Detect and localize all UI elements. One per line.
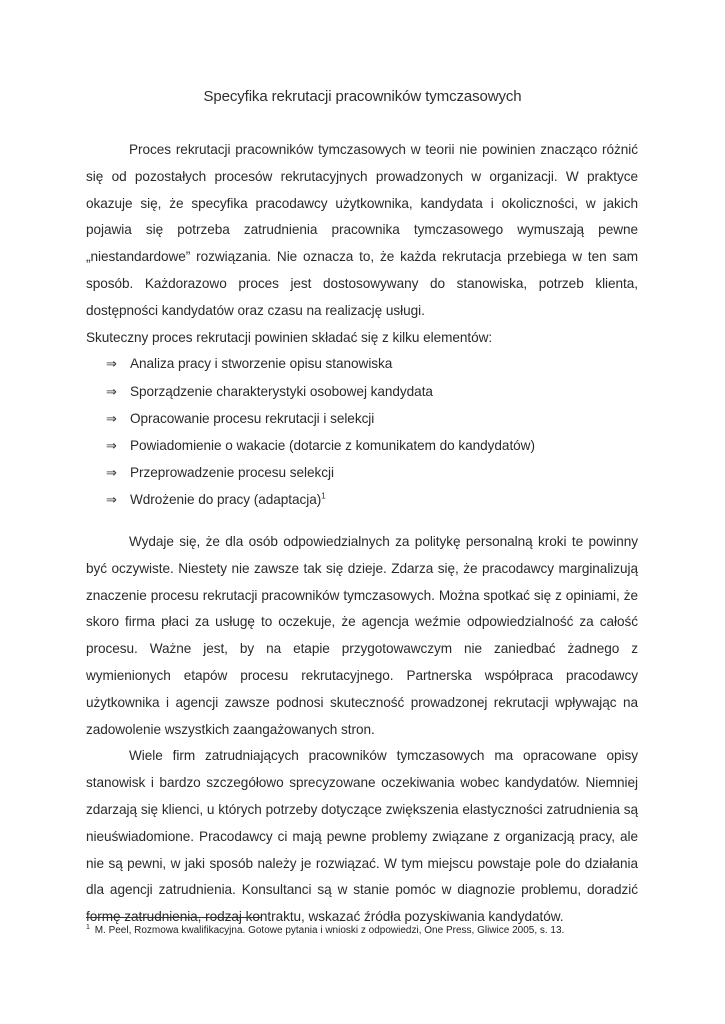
section-intro — [86, 137, 638, 515]
list-item — [86, 433, 638, 460]
list-lead: Skuteczny proces rekrutacji powinien składać się z kilku elementów: — [86, 329, 493, 345]
list-item-label: Opracowanie procesu rekrutacji i selekcji — [130, 410, 375, 426]
paragraph-2: Wydaje się, że dla osób odpowiedzialnych za politykę personalną kroki te powinny być oczywiste. Niestety nie zawsze tak się dzieje. Zdarza się, że pracodawcy marginalizują znaczenie procesu rekrutacji pracowników tymczasowych. Można spotkać się z opiniami, że skoro firma płaci za usługę to oczekuje, że agencja weźmie odpowiedzialność za całość procesu. Ważne jest, by na etapie przygotowawczym nie zaniedbać żadnego z wymienionych etapów procesu rekrutacyjnego. Partnerska współpraca pracodawcy użytkownika i agencji zawsze podnosi skuteczność prowadzonej rekrutacji wpływając na zadowolenie wszystkich zaangażowanych stron. — [86, 534, 638, 737]
footnote-mark: 1 — [86, 923, 90, 931]
list-item — [86, 379, 638, 406]
arrow-icon: ⇒ — [106, 384, 117, 400]
arrow-icon: ⇒ — [106, 411, 117, 427]
intro-paragraph: Proces rekrutacji pracowników tymczasowych w teorii nie powinien znacząco różnić się od pozostałych procesów rekrutacyjnych prowadzonych w organizacji. W praktyce okazuje się, że specyfika pracodawcy użytkownika, kandydata i okoliczności, w jakich pojawia się potrzeba zatrudnienia pracownika tymczasowego wymuszają pewne „niestandardowe” rozwiązania. Nie oznacza to, że każda rekrutacja przebiega w ten sam sposób. Każdorazowo proces jest dostosowywany do stanowiska, potrzeb klienta, dostępności kandydatów oraz czasu na realizację usługi. — [86, 142, 638, 318]
footnote-text: M. Peel, Rozmowa kwalifikacyjna. Gotowe pytania i wnioski z odpowiedzi, One Press, Gliwice 2005, s. 13. — [94, 925, 565, 936]
arrow-icon: ⇒ — [106, 357, 117, 373]
list-item — [86, 351, 638, 378]
document-title: Specyfika rekrutacji pracowników tymczasowych — [203, 88, 522, 105]
list-item-label: Sporządzenie charakterystyki osobowej kandydata — [130, 383, 433, 399]
arrow-icon: ⇒ — [106, 438, 117, 454]
footnote-reference[interactable]: 1 — [321, 491, 326, 501]
list-item — [86, 487, 638, 514]
list-item-label: Powiadomienie o wakacie (dotarcie z komunikatem do kandydatów) — [130, 437, 535, 453]
list-item-label: Analiza pracy i stworzenie opisu stanowiska — [130, 356, 393, 372]
list-item — [86, 406, 638, 433]
list-item-label: Wdrożenie do pracy (adaptacja) — [130, 492, 322, 508]
list-item — [86, 460, 638, 487]
list-item-label: Przeprowadzenie procesu selekcji — [130, 465, 334, 481]
footnote — [86, 924, 646, 937]
recruitment-steps-list — [86, 351, 638, 514]
arrow-icon: ⇒ — [106, 466, 117, 482]
footnote-divider — [86, 917, 262, 918]
arrow-icon: ⇒ — [106, 493, 117, 509]
paragraph-3: Wiele firm zatrudniających pracowników tymczasowych ma opracowane opisy stanowisk i bardzo szczegółowo sprecyzowane oczekiwania wobec kandydatów. Niemniej zdarzają się klienci, u których potrzeby dotyczące zwiększenia elastyczności zatrudnienia są nieuświadomione. Pracodawcy ci mają pewne problemy związane z organizacją pracy, ale nie są pewni, w jaki sposób należy je rozwiązać. W tym miejscu powstaje pole do działania dla agencji zatrudnienia. Konsultanci są w stanie pomóc w diagnozie problemu, doradzić formę zatrudnienia, rodzaj kontraktu, wskazać źródła pozyskiwania kandydatów. — [86, 748, 638, 925]
section-discussion — [86, 529, 638, 931]
